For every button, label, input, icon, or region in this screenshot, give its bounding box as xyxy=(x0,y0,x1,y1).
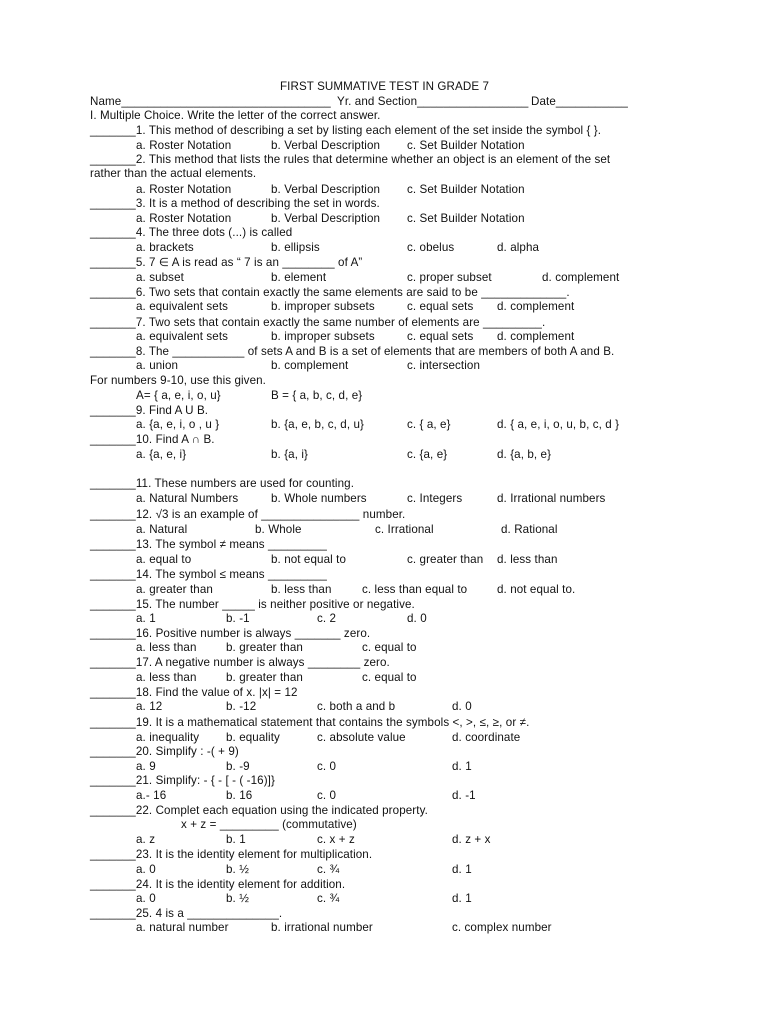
choice: c. intersection xyxy=(407,359,481,372)
choice: c. both a and b xyxy=(317,700,396,713)
question-2: _______2. This method that lists the rules that determine whether an object is an element of the set xyxy=(90,153,611,166)
name-field: Name________________________________ xyxy=(90,95,331,108)
choice: b. 1 xyxy=(226,833,246,846)
question-7: _______7. Two sets that contain exactly the same number of elements are _________. xyxy=(90,316,546,329)
question-2-cont: rather than the actual elements. xyxy=(90,167,257,180)
choice: b. {a, e, b, c, d, u} xyxy=(271,418,364,431)
set-b: B = { a, b, c, d, e} xyxy=(271,389,363,402)
choice: d. 1 xyxy=(452,892,472,905)
choice: d. {a, b, e} xyxy=(497,448,552,461)
choice: d. 0 xyxy=(452,700,472,713)
choice: c. Set Builder Notation xyxy=(407,212,525,225)
choice: d. less than xyxy=(497,553,558,566)
choice: c. Set Builder Notation xyxy=(407,183,525,196)
choice: b. Verbal Description xyxy=(271,212,381,225)
choice: a. Roster Notation xyxy=(136,139,232,152)
choice: b. complement xyxy=(271,359,349,372)
choice: d. coordinate xyxy=(452,731,521,744)
choice: c. { a, e} xyxy=(407,418,451,431)
choice: b. Whole numbers xyxy=(271,492,367,505)
choice: d. { a, e, i, o, u, b, c, d } xyxy=(497,418,620,431)
question-9: _______9. Find A U B. xyxy=(90,404,209,417)
choice: c. absolute value xyxy=(317,731,406,744)
question-21: _______21. Simplify: - { - [ - ( -16)]} xyxy=(90,774,275,787)
choice: d. -1 xyxy=(452,789,476,802)
question-16: _______16. Positive number is always _______ zero. xyxy=(90,627,371,640)
choice: c. equal sets xyxy=(407,300,474,313)
choice: b. -12 xyxy=(226,700,257,713)
question-1: _______1. This method of describing a set by listing each element of the set inside the symbol { }. xyxy=(90,124,602,137)
choice: a.- 16 xyxy=(136,789,167,802)
given-intro: For numbers 9-10, use this given. xyxy=(90,374,267,387)
choice: a. subset xyxy=(136,271,184,284)
choice: b. element xyxy=(271,271,327,284)
choice: a. Roster Notation xyxy=(136,183,232,196)
choice: a. equivalent sets xyxy=(136,300,229,313)
choice: a. equal to xyxy=(136,553,192,566)
choice: c. obelus xyxy=(407,241,455,254)
section-field: Yr. and Section_________________ xyxy=(337,95,529,108)
question-15: _______15. The number _____ is neither positive or negative. xyxy=(90,598,415,611)
choice: a. 1 xyxy=(136,612,156,625)
choice: d. 1 xyxy=(452,863,472,876)
choice: a. equivalent sets xyxy=(136,330,229,343)
question-22-equation: x + z = _________ (commutative) xyxy=(181,818,357,831)
choice: c. ¾ xyxy=(317,863,340,876)
choice: b. -9 xyxy=(226,760,250,773)
date-field: Date___________ xyxy=(531,95,628,108)
choice: b. improper subsets xyxy=(271,330,375,343)
choice: d. Rational xyxy=(501,523,558,536)
question-13: _______13. The symbol ≠ means _________ xyxy=(90,538,327,551)
choice: a. 0 xyxy=(136,863,156,876)
choice: b. ½ xyxy=(226,892,249,905)
question-23: _______23. It is the identity element for multiplication. xyxy=(90,848,373,861)
choice: b. not equal to xyxy=(271,553,346,566)
question-8: _______8. The ___________ of sets A and B is a set of elements that are members of both A and B. xyxy=(90,345,615,358)
choice: b. ellipsis xyxy=(271,241,320,254)
choice: b. less than xyxy=(271,583,332,596)
choice: b. irrational number xyxy=(271,921,373,934)
choice: c. x + z xyxy=(317,833,355,846)
choice: b. {a, i} xyxy=(271,448,309,461)
choice: b. 16 xyxy=(226,789,253,802)
choice: d. z + x xyxy=(452,833,491,846)
choice: c. equal to xyxy=(362,671,417,684)
choice: b. equality xyxy=(226,731,280,744)
choice: a. union xyxy=(136,359,179,372)
choice: b. improper subsets xyxy=(271,300,375,313)
choice: d. complement xyxy=(542,271,620,284)
choice: b. Verbal Description xyxy=(271,139,381,152)
choice: b. greater than xyxy=(226,641,303,654)
question-10: _______10. Find A ∩ B. xyxy=(90,433,215,446)
choice: a. 9 xyxy=(136,760,156,773)
choice: c. 0 xyxy=(317,760,337,773)
choice: c. Irrational xyxy=(375,523,434,536)
choice: d. 1 xyxy=(452,760,472,773)
question-17: _______17. A negative number is always ________ zero. xyxy=(90,656,390,669)
question-6: _______6. Two sets that contain exactly the same elements are said to be _____________. xyxy=(90,286,570,299)
choice: a. z xyxy=(136,833,156,846)
choice: c. equal to xyxy=(362,641,417,654)
choice: c. {a, e} xyxy=(407,448,448,461)
choice: a. greater than xyxy=(136,583,213,596)
choice: b. ½ xyxy=(226,863,249,876)
choice: a. less than xyxy=(136,641,197,654)
question-24: _______24. It is the identity element for addition. xyxy=(90,878,346,891)
choice: b. Verbal Description xyxy=(271,183,381,196)
question-25: _______25. 4 is a ______________. xyxy=(90,907,283,920)
choice: c. complex number xyxy=(452,921,552,934)
choice: a. 0 xyxy=(136,892,156,905)
choice: c. ¾ xyxy=(317,892,340,905)
choice: d. not equal to. xyxy=(497,583,576,596)
choice: b. -1 xyxy=(226,612,250,625)
question-12: _______12. √3 is an example of _______________ number. xyxy=(90,508,406,521)
choice: a. Roster Notation xyxy=(136,212,232,225)
choice: c. 2 xyxy=(317,612,337,625)
set-a: A= { a, e, i, o, u} xyxy=(136,389,221,402)
question-19: _______19. It is a mathematical statement that contains the symbols <, >, ≤, ≥, or ≠. xyxy=(90,716,530,729)
choice: d. Irrational numbers xyxy=(497,492,606,505)
question-3: _______3. It is a method of describing the set in words. xyxy=(90,197,380,210)
choice: a. natural number xyxy=(136,921,229,934)
choice: c. proper subset xyxy=(407,271,492,284)
choice: a. 12 xyxy=(136,700,163,713)
choice: c. 0 xyxy=(317,789,337,802)
question-22: _______22. Complet each equation using the indicated property. xyxy=(90,804,428,817)
page-title: FIRST SUMMATIVE TEST IN GRADE 7 xyxy=(280,80,490,93)
choice: b. greater than xyxy=(226,671,303,684)
choice: a. brackets xyxy=(136,241,194,254)
choice: a. inequality xyxy=(136,731,200,744)
choice: c. less than equal to xyxy=(362,583,468,596)
choice: a. less than xyxy=(136,671,197,684)
question-11: _______11. These numbers are used for counting. xyxy=(90,477,355,490)
choice: a. {a, e, i} xyxy=(136,448,187,461)
question-20: _______20. Simplify : -( + 9) xyxy=(90,745,239,758)
question-18: _______18. Find the value of x. |x| = 12 xyxy=(90,686,298,699)
choice: c. equal sets xyxy=(407,330,474,343)
choice: d. complement xyxy=(497,330,575,343)
choice: d. complement xyxy=(497,300,575,313)
choice: a. Natural xyxy=(136,523,188,536)
question-14: _______14. The symbol ≤ means _________ xyxy=(90,568,327,581)
choice: a. Natural Numbers xyxy=(136,492,239,505)
choice: c. Set Builder Notation xyxy=(407,139,525,152)
choice: b. Whole xyxy=(255,523,302,536)
choice: d. 0 xyxy=(407,612,427,625)
choice: a. {a, e, i, o , u } xyxy=(136,418,220,431)
question-4: _______4. The three dots (...) is called xyxy=(90,226,293,239)
choice: c. greater than xyxy=(407,553,484,566)
question-5: _______5. 7 ∈ A is read as “ 7 is an ________ of A” xyxy=(90,256,363,269)
instruction: I. Multiple Choice. Write the letter of the correct answer. xyxy=(90,109,381,122)
choice: c. Integers xyxy=(407,492,463,505)
choice: d. alpha xyxy=(497,241,540,254)
